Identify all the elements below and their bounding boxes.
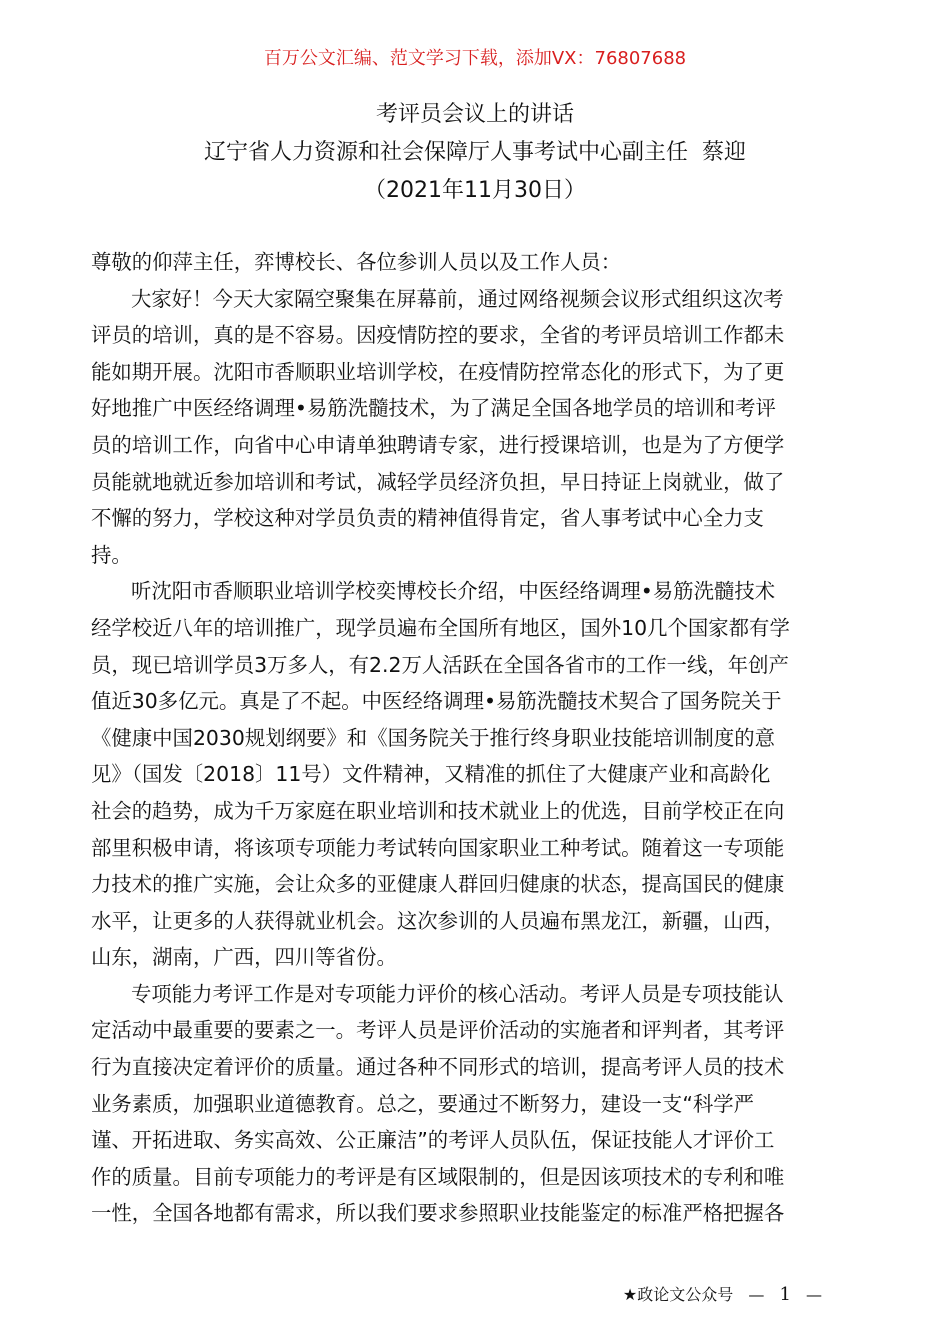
speech-title: 考评员会议上的讲话 [375, 102, 574, 127]
paragraph-line: 见》（国发〔2018〕11号）文件精神，又精准的抓住了大健康产业和高龄化 [91, 762, 771, 787]
paragraph-line: 山东，湖南，广西，四川等省份。 [91, 945, 397, 970]
paragraph-line: 经学校近八年的培训推广，现学员遍布全国所有地区，国外10几个国家都有学 [91, 615, 790, 640]
paragraph-3 [91, 976, 861, 1232]
paragraph-line: 员的培训工作，向省中心申请单独聘请专家，进行授课培训，也是为了方便学 [91, 432, 785, 457]
salutation: 尊敬的仰萍主任，弈博校长、各位参训人员以及工作人员： [91, 250, 622, 274]
paragraph-line: 持。 [91, 542, 132, 567]
paragraph-line: 员，现已培训学员3万多人，有2.2万人活跃在全国各省市的工作一线，年创产 [91, 652, 789, 677]
paragraph-line: 行为直接决定着评价的质量。通过各种不同形式的培训，提高考评人员的技术 [91, 1055, 785, 1080]
paragraph-line: 不懈的努力，学校这种对学员负责的精神值得肯定，省人事考试中心全力支 [91, 506, 764, 531]
paragraph-line: 员能就地就近参加培训和考试，减轻学员经济负担，早日持证上岗就业，做了 [91, 469, 785, 494]
page-footer [623, 1282, 832, 1308]
paragraph-line: 听沈阳市香顺职业培训学校奕博校长介绍，中医经络调理•易筋洗髓技术 [131, 579, 776, 604]
paragraph-2 [91, 573, 861, 976]
speech-header [0, 96, 950, 210]
paragraph-line: 社会的趋势，成为千万家庭在职业培训和技术就业上的优选，目前学校正在向 [91, 798, 785, 823]
paragraph-line: 业务素质，加强职业道德教育。总之，要通过不断努力，建设一支“科学严 [91, 1091, 755, 1116]
paragraph-line: 水平，让更多的人获得就业机会。这次参训的人员遍布黑龙江，新疆，山西， [91, 908, 785, 933]
footer-dash-right: — [806, 1285, 822, 1304]
paragraph-line: 谨、开拓进取、务实高效、公正廉洁”的考评人员队伍，保证技能人才评价工 [91, 1128, 775, 1153]
paragraph-1 [91, 281, 861, 574]
paragraph-line: 部里积极申请，将该项专项能力考试转向国家职业工种考试。随着这一专项能 [91, 835, 785, 860]
paragraph-line: 专项能力考评工作是对专项能力评价的核心活动。考评人员是专项技能认 [131, 981, 784, 1006]
paragraph-line: 能如期开展。沈阳市香顺职业培训学校，在疫情防控常态化的形式下，为了更 [91, 359, 785, 384]
paragraph-line: 作的质量。目前专项能力的考评是有区域限制的，但是因该项技术的专利和唯 [91, 1164, 785, 1189]
speech-date: （2021年11月30日） [364, 178, 586, 203]
paragraph-line: 值近30多亿元。真是了不起。中医经络调理•易筋洗髓技术契合了国务院关于 [91, 689, 782, 714]
footer-label: ★政论文公众号 [622, 1285, 734, 1304]
paragraph-line: 一性，全国各地都有需求，所以我们要求参照职业技能鉴定的标准严格把握各 [91, 1201, 785, 1226]
speech-body [91, 244, 861, 1232]
speaker-line: 辽宁省人力资源和社会保障厅人事考试中心副主任 蔡迎 [204, 140, 746, 165]
paragraph-line: 评员的培训，真的是不容易。因疫情防控的要求，全省的考评员培训工作都未 [91, 323, 785, 348]
paragraph-line: 好地推广中医经络调理•易筋洗髓技术，为了满足全国各地学员的培训和考评 [91, 396, 776, 421]
paragraph-line: 力技术的推广实施，会让众多的亚健康人群回归健康的状态，提高国民的健康 [91, 872, 785, 897]
promo-banner: 百万公文汇编、范文学习下载，添加VX：76807688 [263, 48, 687, 69]
paragraph-line: 大家好！今天大家隔空聚集在屏幕前，通过网络视频会议形式组织这次考 [131, 286, 784, 311]
paragraph-line: 《健康中国2030规划纲要》和《国务院关于推行终身职业技能培训制度的意 [91, 725, 775, 750]
page-number: 1 [779, 1284, 791, 1305]
paragraph-line: 定活动中最重要的要素之一。考评人员是评价活动的实施者和评判者，其考评 [91, 1018, 785, 1043]
footer-dash-left: — [748, 1285, 765, 1304]
